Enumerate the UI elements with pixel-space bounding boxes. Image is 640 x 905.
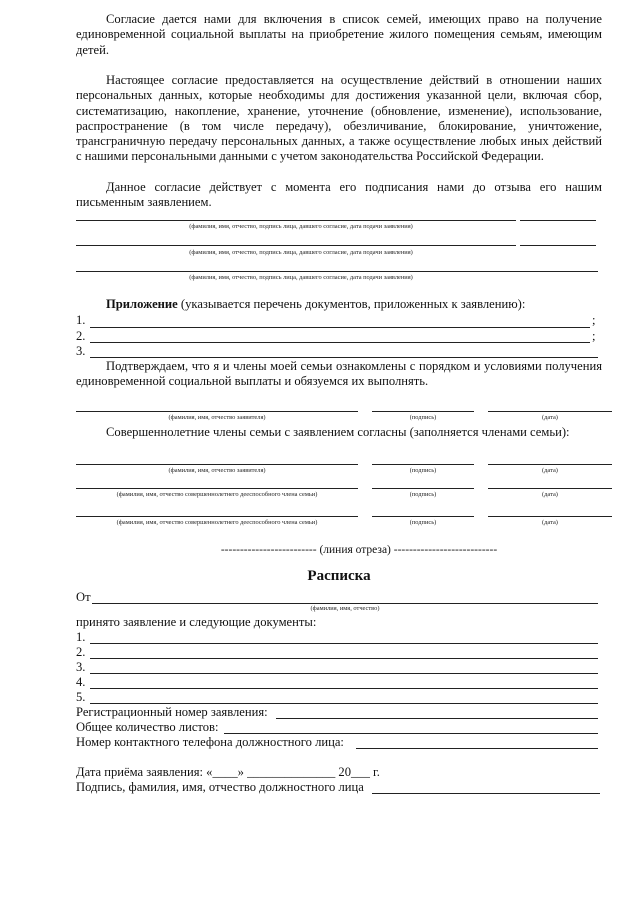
applicant-name-caption: (фамилия, имя, отчество заявителя) — [168, 414, 266, 421]
confirm-paragraph: Подтверждаем, что я и члены моей семьи ознакомлены с порядком и условиями получения единовременной социальной выплаты и обязуемся их выполнять. — [76, 359, 602, 389]
signer-caption-3: (фамилия, имя, отчество, подпись лица, давшего согласие, дата подачи заявления) — [189, 274, 413, 281]
applicant-date-caption: (дата) — [542, 414, 558, 421]
sheets-line[interactable] — [224, 733, 598, 734]
receipt-item-line[interactable] — [90, 703, 598, 704]
appendix-item-number: 3. — [76, 344, 86, 358]
signer-line-3[interactable] — [76, 271, 598, 272]
adult-signature-caption: (подпись) — [409, 467, 437, 474]
adult-name-line[interactable] — [76, 464, 358, 465]
appendix-label: Приложение — [106, 297, 178, 311]
receipt-from-caption: (фамилия, имя, отчество) — [310, 605, 380, 612]
receipt-item-number: 2. — [76, 645, 86, 659]
applicant-name-line[interactable] — [76, 411, 358, 412]
appendix-item-line[interactable] — [90, 342, 590, 343]
consent-paragraph-2: Настоящее согласие предоставляется на осуществление действий в отношении наших персональных данных, которые необходимы для достижения указанной цели, включая сбор, систематизацию, накопление, хранение, уточнение (обновление, изменение), использование, распространение (в том числе передачу), обезличивание, блокирование, уничтожение, трансграничную передачу персональных данных, а также осуществление любых иных действий с нашими персональными данными с учетом законодательства Российской Федерации. — [76, 73, 602, 164]
receipt-from-label: От — [76, 590, 91, 604]
reg-number-label: Регистрационный номер заявления: — [76, 705, 268, 719]
receipt-item-line[interactable] — [90, 643, 598, 644]
official-label: Подпись, фамилия, имя, отчество должностного лица — [76, 780, 364, 794]
adult-name-caption: (фамилия, имя, отчество совершеннолетнего дееспособного члена семьи) — [116, 491, 318, 498]
sheets-label: Общее количество листов: — [76, 720, 219, 734]
receipt-item-number: 5. — [76, 690, 86, 704]
receipt-date: Дата приёма заявления: «____» ______________ 20___ г. — [76, 765, 380, 779]
receipt-from-line[interactable] — [92, 603, 598, 604]
applicant-signature-caption: (подпись) — [409, 414, 437, 421]
receipt-accepted: принято заявление и следующие документы: — [76, 615, 317, 629]
adult-signature-caption: (подпись) — [409, 519, 437, 526]
phone-line[interactable] — [356, 748, 598, 749]
phone-label: Номер контактного телефона должностного лица: — [76, 735, 344, 749]
adult-date-line[interactable] — [488, 464, 612, 465]
appendix-item-end: ; — [592, 313, 596, 327]
appendix-rest: (указывается перечень документов, приложенных к заявлению): — [177, 297, 526, 311]
receipt-item-number: 1. — [76, 630, 86, 644]
adult-signature-line[interactable] — [372, 488, 474, 489]
appendix-item-number: 2. — [76, 329, 86, 343]
adult-date-caption: (дата) — [542, 519, 558, 526]
adult-name-caption: (фамилия, имя, отчество заявителя) — [168, 467, 266, 474]
adult-signature-line[interactable] — [372, 464, 474, 465]
adult-signature-line[interactable] — [372, 516, 474, 517]
cut-line: ------------------------- (линия отреза) --------------------------- — [220, 544, 498, 556]
applicant-date-line[interactable] — [488, 411, 612, 412]
adult-name-line[interactable] — [76, 488, 358, 489]
receipt-item-line[interactable] — [90, 658, 598, 659]
applicant-signature-line[interactable] — [372, 411, 474, 412]
reg-number-line[interactable] — [276, 718, 598, 719]
consent-paragraph-3: Данное согласие действует с момента его подписания нами до отзыва его нашим письменным заявлением. — [76, 180, 602, 210]
appendix-heading — [106, 297, 525, 312]
receipt-title: Расписка — [307, 568, 371, 584]
receipt-item-line[interactable] — [90, 673, 598, 674]
adult-date-caption: (дата) — [542, 491, 558, 498]
signer-date-line-1[interactable] — [520, 220, 596, 221]
appendix-item-line[interactable] — [90, 357, 598, 358]
consent-paragraph-1: Согласие дается нами для включения в список семей, имеющих право на получение единовременной социальной выплаты на приобретение жилого помещения семьям, имеющим детей. — [76, 12, 602, 57]
appendix-item-number: 1. — [76, 313, 86, 327]
receipt-item-number: 3. — [76, 660, 86, 674]
signer-caption-1: (фамилия, имя, отчество, подпись лица, давшего согласие, дата подачи заявления) — [189, 223, 413, 230]
receipt-item-number: 4. — [76, 675, 86, 689]
signer-caption-2: (фамилия, имя, отчество, подпись лица, давшего согласие, дата подачи заявления) — [189, 249, 413, 256]
adult-signature-caption: (подпись) — [409, 491, 437, 498]
adult-date-line[interactable] — [488, 488, 612, 489]
appendix-item-line[interactable] — [90, 327, 590, 328]
adult-date-line[interactable] — [488, 516, 612, 517]
signer-line-2[interactable] — [76, 245, 516, 246]
official-line[interactable] — [372, 793, 600, 794]
signer-line-1[interactable] — [76, 220, 516, 221]
adults-heading: Совершеннолетние члены семьи с заявлением согласны (заполняется членами семьи): — [106, 425, 570, 439]
receipt-item-line[interactable] — [90, 688, 598, 689]
signer-date-line-2[interactable] — [520, 245, 596, 246]
adult-name-line[interactable] — [76, 516, 358, 517]
adult-date-caption: (дата) — [542, 467, 558, 474]
appendix-item-end: ; — [592, 329, 596, 343]
adult-name-caption: (фамилия, имя, отчество совершеннолетнего дееспособного члена семьи) — [116, 519, 318, 526]
